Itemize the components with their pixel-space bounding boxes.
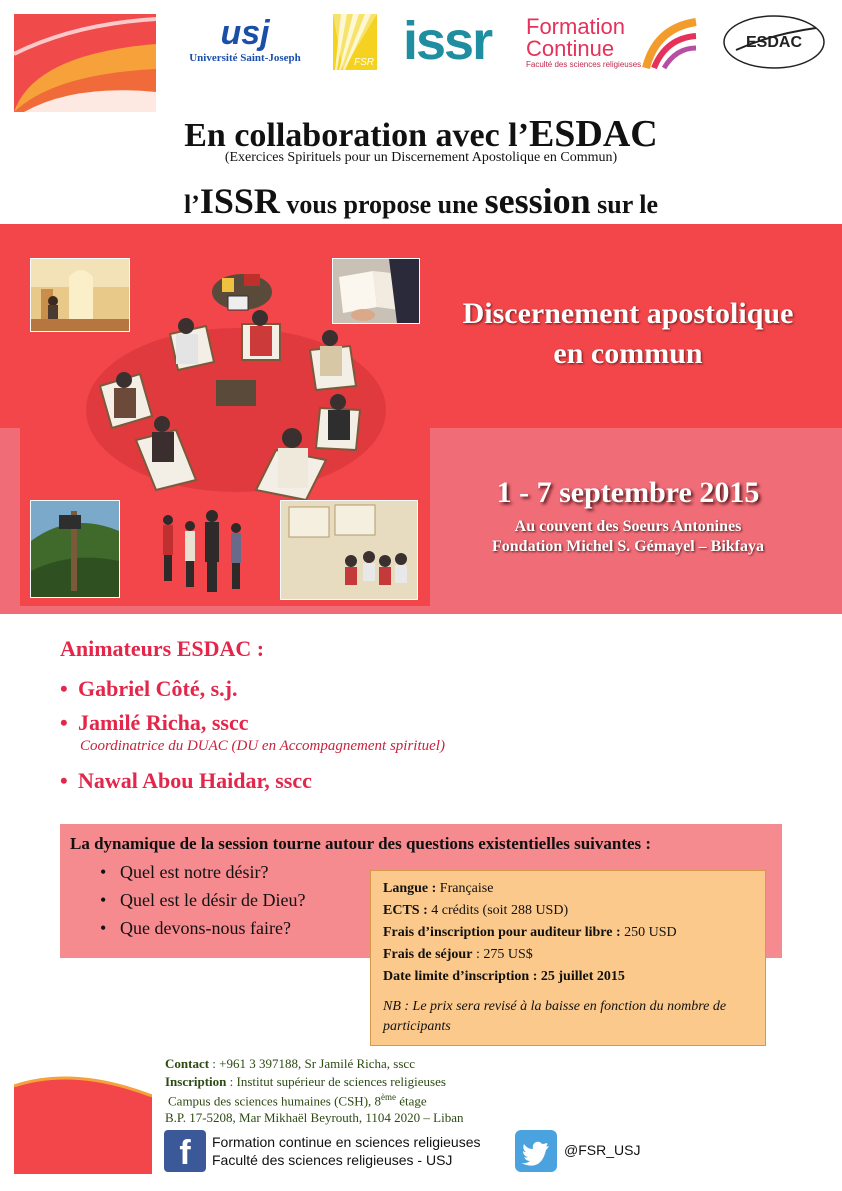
inscription-label: Inscription [165,1074,227,1089]
bullet: • [100,890,107,910]
session-title-line2: en commun [553,337,703,370]
question-item [100,890,305,911]
bullet: • [60,768,68,793]
collaboration-subtitle: (Exercices Spirituels pour un Discernement Apostolique en Commun) [224,150,618,165]
info-langue [383,881,493,897]
usj-logo [180,14,310,74]
info-label: Frais d’inscription pour auditeur libre : [383,925,621,940]
animateur-item [60,768,312,794]
facebook-icon[interactable]: f [164,1130,206,1172]
bullet: • [100,862,107,882]
question-item [100,862,268,883]
info-deadline [383,969,625,985]
session-location-line1: Au couvent des Soeurs Antonines [514,518,742,535]
issr-logo: issr [403,11,492,71]
collab-prefix: En collaboration avec l’ [184,117,529,154]
usj-logo-name: Université Saint-Joseph [189,52,301,64]
propose-part3: vous propose une [279,190,485,219]
campus-line [168,1092,427,1109]
contact-label: Contact [165,1056,210,1071]
esdac-logo [722,14,826,70]
question-text: Quel est le désir de Dieu? [120,890,306,910]
corner-logo-top-left [14,14,156,112]
info-label: Frais de séjour [383,947,473,962]
animateur-name: Jamilé Richa, sscc [78,710,249,735]
animateur-role: Coordinatrice du DUAC (DU en Accompagnement spirituel) [80,738,445,754]
contact-value: : +961 3 397188, Sr Jamilé Richa, sscc [209,1056,415,1071]
fsr-logo [333,14,377,70]
usj-logo-mark: usj [220,14,270,52]
animateur-name: Nawal Abou Haidar, sscc [78,768,312,793]
info-label: Date limite d’inscription : 25 juillet 2015 [383,969,625,984]
dynamics-heading: La dynamique de la session tourne autour des questions existentielles suivantes : [70,834,652,853]
session-title-line1: Discernement apostolique [462,297,794,330]
info-frais [383,925,677,941]
campus-end: étage [396,1093,427,1109]
question-item [100,918,291,939]
bullet: • [60,710,68,735]
info-nb-note: NB : Le prix sera revisé à la baisse en fonction du nombre de participants [383,999,727,1034]
animateur-name: Gabriel Côté, s.j. [78,676,238,701]
fc-logo-line2: Continue [526,36,615,61]
animateurs-heading: Animateurs ESDAC : [60,636,265,661]
info-sejour [383,947,533,963]
fc-logo-line3: Faculté des sciences religieuses [526,60,642,69]
practical-info-box [370,870,766,1046]
campus-superscript: ème [381,1092,397,1102]
info-value: 4 crédits (soit 288 USD) [427,903,569,918]
question-text: Que devons-nous faire? [120,918,291,938]
formation-continue-logo [526,16,698,72]
propose-part1: l’ [183,190,200,219]
esdac-logo-text: ESDAC [745,34,803,51]
animateur-item [60,710,248,736]
fsr-logo-text: FSR [354,57,374,68]
info-value: 250 USD [620,925,677,940]
fc-logo-line1: Formation [526,14,626,39]
photo-discernment-circle [66,290,396,508]
session-dates: 1 - 7 septembre 2015 [496,476,760,509]
info-value: : 275 US$ [472,947,533,962]
bullet: • [60,676,68,701]
twitter-icon[interactable] [515,1130,557,1172]
animateur-item [60,676,237,702]
photo-classroom [280,500,418,600]
corner-logo-bottom-left [14,1056,152,1174]
collab-org: ESDAC [528,113,658,155]
address-line: B.P. 17-5208, Mar Mikhaël Beyrouth, 1104 2020 – Liban [165,1110,464,1125]
facebook-page-line2[interactable]: Faculté des sciences religieuses - USJ [212,1152,453,1168]
info-label: Langue : [383,881,437,896]
campus-text: Campus des sciences humaines (CSH), 8 [168,1093,382,1109]
proposal-heading [0,180,842,222]
propose-issr: ISSR [199,181,280,221]
bullet: • [100,918,107,938]
twitter-handle[interactable]: @FSR_USJ [564,1142,641,1158]
twitter-bird-icon [515,1130,557,1172]
inscription-line [165,1074,446,1090]
photo-walking-group [150,508,254,598]
info-label: ECTS : [383,903,428,918]
fc-swirl-icon [636,18,698,70]
propose-session: session [484,181,591,221]
question-text: Quel est notre désir? [120,862,269,882]
info-ects [383,903,568,919]
esdac-oval-icon [722,14,826,70]
propose-part5: sur le [590,190,659,219]
photo-hillside [30,500,120,598]
session-title [430,294,826,374]
contact-line [165,1056,415,1072]
info-value: Française [436,881,494,896]
session-location-line2: Fondation Michel S. Gémayel – Bikfaya [492,538,764,555]
facebook-page-line1[interactable]: Formation continue en sciences religieuses [212,1134,481,1150]
inscription-value: : Institut supérieur de sciences religieuses [226,1074,446,1089]
